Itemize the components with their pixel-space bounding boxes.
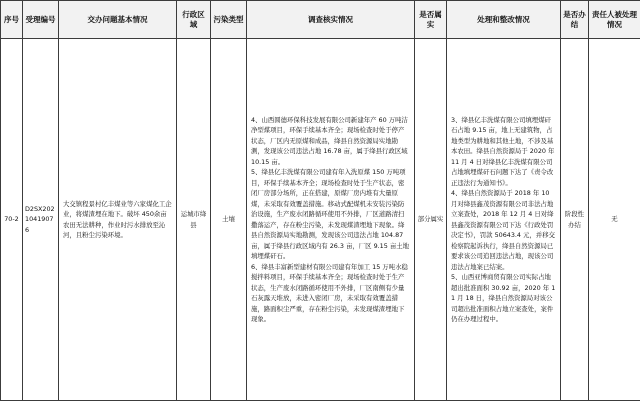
header-no: 序号 xyxy=(1,1,23,39)
cell-is-true xyxy=(415,39,447,401)
header-case-id: 受理编号 xyxy=(23,1,59,39)
cell-handling xyxy=(447,39,561,401)
cell-is-closed xyxy=(561,39,589,401)
cell-district xyxy=(177,39,211,401)
issue-text: 大交镇程景村亿丰煤业等六家煤化工企业，将煤渣埋在地下。破坏 450余亩农田无法耕种，作业时污水排放至沁河，且粉尘污染环境。 xyxy=(63,199,172,239)
header-findings: 调查核实情况 xyxy=(247,1,415,39)
header-pollution-type: 污染类型 xyxy=(211,1,247,39)
is-true-text: 部分属实 xyxy=(417,215,444,224)
findings-para-5: 5、绛县亿丰洗煤有限公司建有年入洗原煤 150 万吨项目，环保手续基本齐全；现场检查时处于生产状态，密闭厂房部分场所，正在搭建，原煤厂房内堆有大量原煤，未采取有效覆盖措施。移动式配煤机未安装污染防治设施，生产废水闭路循环使用不外排，厂区道路清扫撒落运产，存在粉尘污染，未发现煤渣埋地下现象。绛县自然资源局实地勘测，发现该公司违法占地 104.87 亩，属于绛县行政区域内有 26.3 亩，厂区 9.15 亩土地填埋煤矸石。 xyxy=(251,168,410,260)
header-district: 行政区域 xyxy=(177,1,211,39)
header-is-true: 是否属实 xyxy=(415,1,447,39)
is-closed-text: 阶段性办结 xyxy=(564,210,585,229)
cell-accountability: 无 xyxy=(589,39,640,401)
handling-para-4: 4、绛县自然资源局于 2018 年 10 月对绛县鑫茂资源有限公司非法占地立案查处，2018 年 12 月 4 日对绛县鑫茂资源有限公司下达《行政处罚决定书》，罚款 50643.4 元，并移交检察院起诉执行，绛县自然资源局已要求该公司追回违法占地，现该公司违法占地案已结案。 xyxy=(451,189,555,271)
cell-no: 70-2 xyxy=(1,39,23,401)
handling-para-3: 3、绛县亿丰洗煤有限公司填埋煤矸石占地 9.15 亩，地上无建筑物，占地类型为耕地和其他土地，不涉及基本农田。绛县自然资源局于 2020 年 11 月 4 日对绛县亿丰洗煤有限公司占地填埋煤矸石问题下达了《责令改正违法行为通知书》。 xyxy=(451,115,555,187)
header-handling: 处理和整改情况 xyxy=(447,1,561,39)
cell-case-id xyxy=(23,39,59,401)
header-row xyxy=(1,1,640,39)
cell-findings xyxy=(247,39,415,401)
findings-para-6: 6、绛县丰富新型建材有限公司建有年加工 15 万吨水稳搅拌料项目，环保手续基本齐全；现场检查时处于生产状态，生产废水闭路循环使用不外排，厂区南侧有少量石灰露天堆放，未进入密闭厂房，未采取有效覆盖措施，路面积尘严重，存在粉尘污染，未发现煤渣埋地下现象。 xyxy=(251,262,408,323)
handling-para-5: 5、山西亚博商贸有限公司实际占地超出批准面积 30.92 亩，2020 年 11 月 18 日，绛县自然资源局对该公司超出批准面积占地立案查处，案件仍在办理过程中。 xyxy=(451,273,556,323)
cell-issue xyxy=(59,39,177,401)
header-accountability: 责任人被处理情况 xyxy=(589,1,640,39)
table-row xyxy=(1,39,640,401)
cell-pollution-type: 土壤 xyxy=(211,39,247,401)
findings-para-4: 4、山西圆德环保科技发展有限公司新建年产 60 万吨洁净型煤项目，环保手续基本齐全；现场检查时处于停产状态，厂区内无原煤和成品，绛县自然资源局实地勘测，发现该公司违法占地 16.78 亩，属于绛县行政区域 10.15 亩。 xyxy=(251,115,408,166)
district-text: 运城市绛县 xyxy=(180,210,207,229)
case-id-text: D2SX2021041907 6 xyxy=(25,204,55,234)
header-is-closed: 是否办结 xyxy=(561,1,589,39)
header-issue: 交办问题基本情况 xyxy=(59,1,177,39)
